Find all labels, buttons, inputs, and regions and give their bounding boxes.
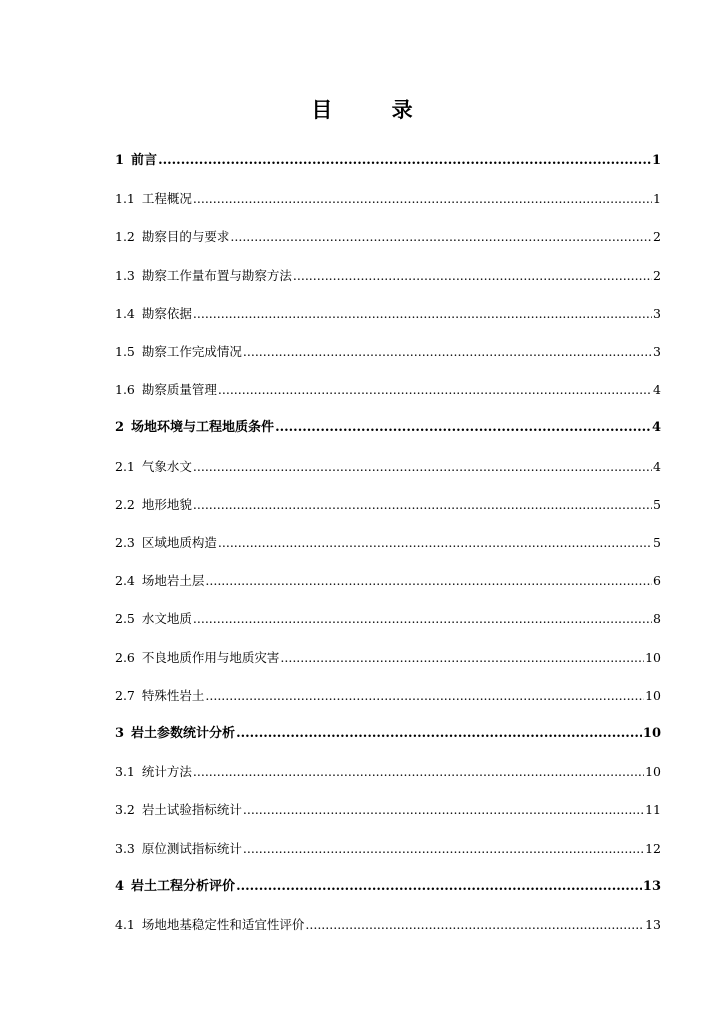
toc-entry[interactable]: [115, 649, 661, 667]
toc-entry-number: 2.4: [115, 573, 135, 589]
toc-entry-title: 工程概况: [141, 191, 192, 207]
toc-entry-title: 勘察质量管理: [141, 382, 217, 398]
toc-entry[interactable]: [115, 381, 661, 399]
toc-dot-leader: [218, 381, 652, 399]
toc-entry[interactable]: [115, 190, 661, 208]
toc-entry-number: 1: [115, 153, 125, 168]
toc-entry-title: 地形地貌: [141, 496, 192, 512]
toc-entry[interactable]: [115, 916, 661, 934]
toc-entry-number: 2.2: [115, 496, 135, 512]
toc-entry-title: 区域地质构造: [141, 535, 217, 550]
toc-entry-number: 1.6: [115, 382, 135, 398]
toc-entry-number: 1.4: [115, 305, 135, 321]
toc-entry-title: 不良地质作用与地质灾害: [141, 649, 280, 665]
toc-dot-leader: [193, 458, 652, 476]
toc-entry[interactable]: [115, 305, 661, 323]
toc-entry-page-number: 10: [645, 764, 661, 780]
toc-entry-page-number: 2: [653, 267, 661, 283]
toc-entry-page-number: 2: [653, 229, 661, 245]
toc-entry-page-number: 4: [653, 382, 661, 398]
toc-entry-title: 场地岩土层: [141, 573, 205, 589]
toc-entry-number: 1.3: [115, 267, 135, 283]
toc-entry[interactable]: [115, 763, 661, 781]
toc-entry-page-number: 6: [653, 573, 661, 589]
toc-entry-number: 1.2: [115, 229, 135, 245]
toc-entry-page-number: 8: [653, 611, 661, 627]
toc-entry-number: 3.2: [115, 802, 135, 818]
toc-dot-leader: [193, 190, 652, 208]
toc-dot-leader: [293, 267, 652, 285]
toc-entry[interactable]: [115, 419, 661, 437]
toc-entry-number: 2: [115, 420, 125, 436]
toc-entry-page-number: 5: [653, 535, 661, 550]
toc-dot-leader: [280, 649, 644, 667]
toc-dot-leader: [205, 687, 644, 705]
toc-entry-page-number: 10: [645, 649, 661, 665]
toc-entry[interactable]: [115, 725, 661, 743]
toc-entry-number: 2.6: [115, 649, 135, 665]
toc-entry-title: 岩土工程分析评价: [131, 878, 236, 894]
toc-title: 目 录: [311, 97, 439, 122]
toc-dot-leader: [193, 610, 652, 628]
toc-entry-page-number: 3: [653, 305, 661, 321]
toc-entry-number: 3.1: [115, 764, 135, 780]
toc-entry-page-number: 3: [653, 344, 661, 359]
toc-dot-leader: [243, 801, 644, 819]
toc-entry-page-number: 11: [645, 802, 661, 818]
toc-dot-leader: [193, 496, 652, 514]
toc-entry-number: 2.3: [115, 535, 135, 550]
toc-entry[interactable]: [115, 572, 661, 590]
toc-entry-page-number: 1: [651, 153, 661, 168]
toc-entry-page-number: 1: [653, 191, 661, 207]
toc-entry-number: 2.5: [115, 611, 135, 627]
toc-entry-number: 2.1: [115, 458, 135, 474]
toc-entry-page-number: 10: [642, 726, 661, 741]
toc-entry-title: 特殊性岩土: [141, 687, 205, 703]
toc-entry-page-number: 13: [642, 878, 661, 894]
toc-entry-title: 统计方法: [141, 764, 192, 780]
toc-entry-title: 岩土试验指标统计: [141, 802, 242, 818]
toc-entry-number: 3: [115, 726, 125, 741]
toc-entry-title: 原位测试指标统计: [141, 840, 242, 856]
toc-dot-leader: [193, 763, 644, 781]
toc-dot-leader: [243, 343, 652, 361]
toc-dot-leader: [193, 305, 652, 323]
toc-entry[interactable]: [115, 801, 661, 819]
toc-entry-number: 1.5: [115, 344, 135, 359]
toc-entry-page-number: 4: [653, 458, 661, 474]
toc-dot-leader: [158, 152, 651, 170]
toc-dot-leader: [243, 840, 644, 858]
toc-entry[interactable]: [115, 878, 661, 896]
toc-entry-number: 1.1: [115, 191, 135, 207]
toc-entry[interactable]: [115, 687, 661, 705]
toc-entry-page-number: 10: [645, 687, 661, 703]
toc-entry-number: 2.7: [115, 687, 135, 703]
toc-entry[interactable]: [115, 534, 661, 552]
toc-entry-title: 气象水文: [141, 458, 192, 474]
toc-dot-leader: [236, 878, 642, 896]
toc-entry-title: 勘察工作量布置与勘察方法: [141, 267, 292, 283]
toc-entry-title: 水文地质: [141, 611, 192, 627]
toc-entry[interactable]: [115, 152, 661, 170]
toc-entry-page-number: 5: [653, 496, 661, 512]
toc-entry-title: 勘察目的与要求: [141, 229, 230, 245]
toc-entry[interactable]: [115, 343, 661, 361]
toc-entry-number: 4.1: [115, 917, 135, 932]
toc-dot-leader: [275, 419, 651, 437]
toc-entry[interactable]: [115, 228, 661, 246]
toc-entry-number: 3.3: [115, 840, 135, 856]
toc-entry-title: 前言: [131, 153, 158, 168]
toc-entry-title: 勘察依据: [141, 305, 192, 321]
toc-entry[interactable]: [115, 840, 661, 858]
toc-entry[interactable]: [115, 458, 661, 476]
toc-entry[interactable]: [115, 267, 661, 285]
toc-dot-leader: [230, 228, 652, 246]
toc-entry[interactable]: [115, 610, 661, 628]
toc-dot-leader: [236, 725, 642, 743]
toc-dot-leader: [218, 534, 652, 552]
toc-entry-title: 场地环境与工程地质条件: [131, 420, 275, 436]
toc-entry-title: 勘察工作完成情况: [141, 344, 242, 359]
toc-entry-page-number: 12: [645, 840, 661, 856]
toc-entry-page-number: 4: [651, 420, 661, 436]
toc-entry-number: 4: [115, 878, 125, 894]
toc-entry-page-number: 13: [645, 917, 661, 932]
toc-dot-leader: [205, 572, 652, 590]
toc-entry-title: 岩土参数统计分析: [131, 726, 236, 741]
toc-entry[interactable]: [115, 496, 661, 514]
toc-entry-title: 场地地基稳定性和适宜性评价: [141, 917, 305, 932]
toc-dot-leader: [305, 916, 644, 934]
